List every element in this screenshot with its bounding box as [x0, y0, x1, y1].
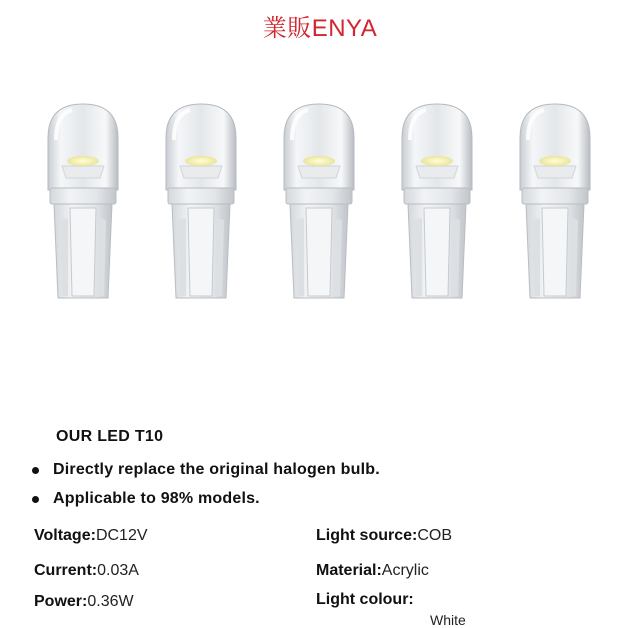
- spec-value: Acrylic: [381, 562, 429, 579]
- led-bulb-5: [514, 100, 596, 306]
- bullet-dot-icon: [32, 467, 39, 474]
- led-bulb-1: [42, 100, 124, 306]
- spec-label: Current:: [34, 562, 98, 579]
- spec-label: Material:: [316, 562, 382, 579]
- spec-label: Light source:: [316, 527, 418, 544]
- bulb-image-row: [0, 100, 640, 310]
- feature-bullet: [32, 490, 260, 508]
- led-bulb-3: [278, 100, 360, 306]
- product-title: OUR LED T10: [56, 428, 164, 445]
- spec-value: 0.03A: [97, 562, 139, 579]
- spec-value: 0.36W: [87, 593, 134, 610]
- led-bulb-4: [396, 100, 478, 306]
- spec-power: [34, 593, 134, 611]
- spec-label: Light colour:: [316, 591, 414, 608]
- spec-light-source: [316, 527, 452, 545]
- spec-label: Power:: [34, 593, 88, 610]
- spec-value: COB: [417, 527, 453, 544]
- spec-current: [34, 562, 139, 580]
- feature-text: Directly replace the original halogen bulb.: [53, 461, 380, 478]
- spec-light-colour: [316, 591, 414, 609]
- light-colour-value: White: [430, 612, 466, 628]
- brand-title: 業販ENYA: [262, 15, 378, 42]
- spec-voltage: [34, 527, 148, 545]
- spec-material: [316, 562, 429, 580]
- led-bulb-2: [160, 100, 242, 306]
- spec-value: DC12V: [95, 527, 148, 544]
- spec-label: Voltage:: [34, 527, 96, 544]
- feature-bullet: [32, 461, 380, 479]
- feature-text: Applicable to 98% models.: [53, 490, 260, 507]
- bullet-dot-icon: [32, 496, 39, 503]
